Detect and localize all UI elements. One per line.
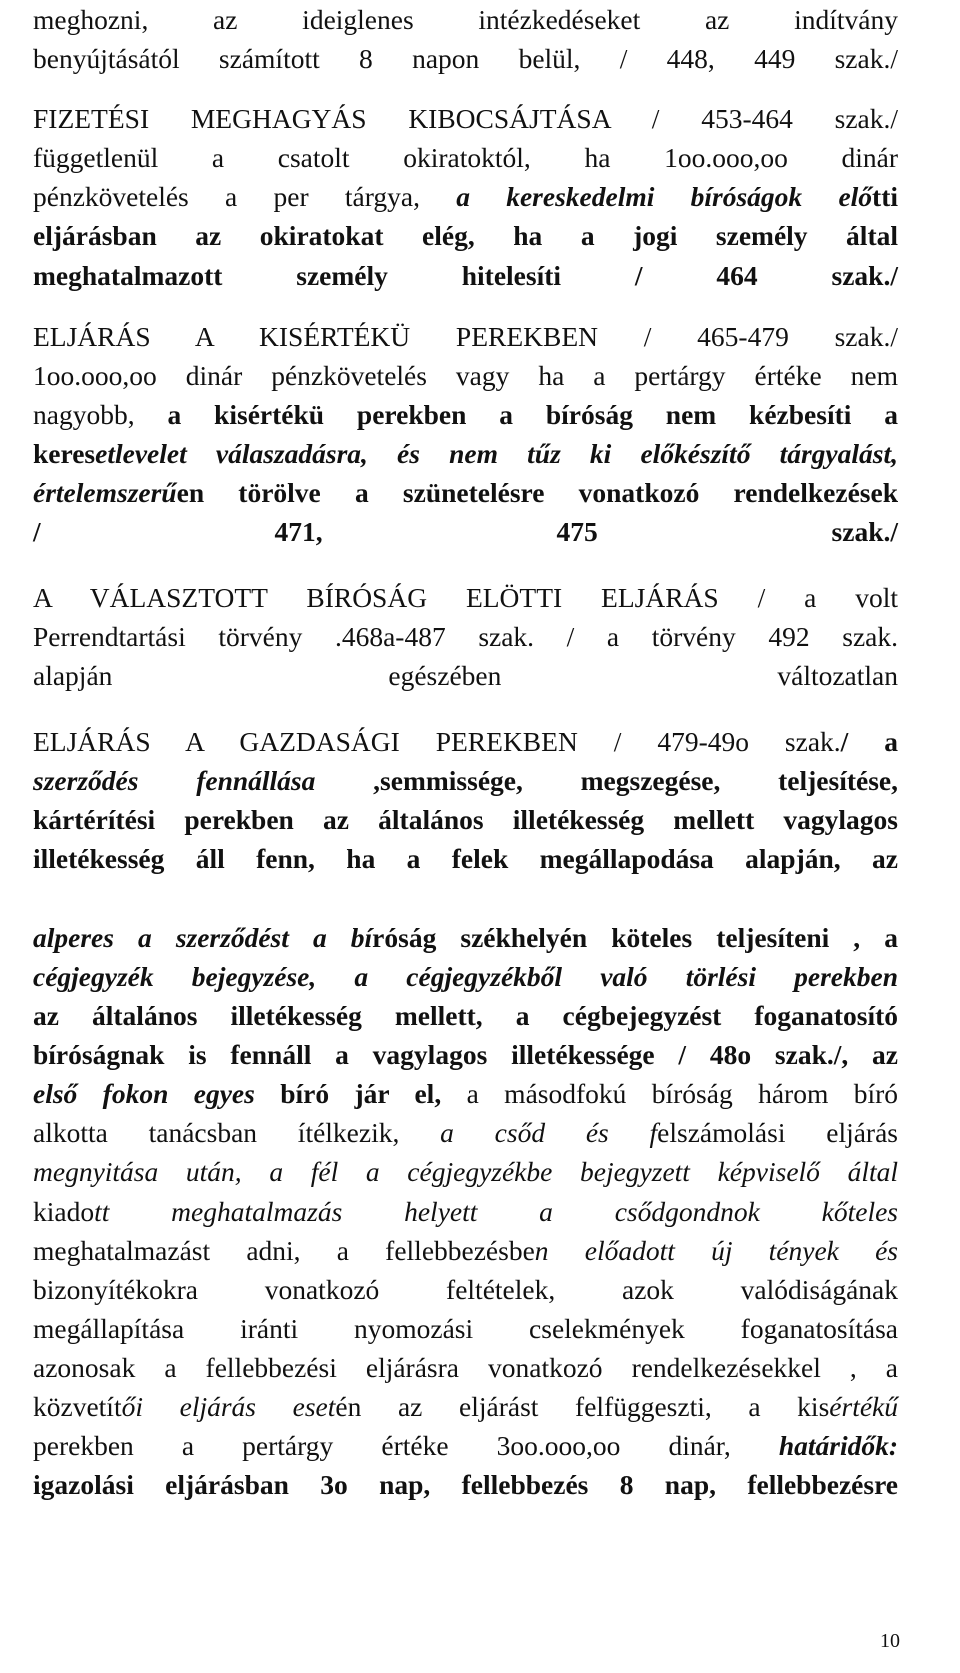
text-line: benyújtásától számított 8 napon belül, / 448, 449 szak./ [33, 43, 898, 75]
text-line [33, 473, 898, 512]
text-line [33, 1113, 898, 1152]
paragraph-commercial-disputes [33, 722, 898, 878]
text-line [33, 1074, 898, 1113]
text-run-italic: n előadott új tények és [534, 1234, 898, 1266]
text-run-bold: keres [33, 437, 96, 469]
section-heading-arbitration: A VÁLASZTOTT BÍRÓSÁG ELÖTTI ELJÁRÁS / a volt [33, 582, 898, 614]
text-run-bold: ,semmissége, megszegése, teljesítése, [373, 764, 898, 796]
text-line [33, 177, 898, 216]
section-heading-commercial-disputes [33, 722, 898, 761]
text-line [33, 395, 898, 434]
text-line [33, 434, 898, 473]
text-run: én az eljárást felfüggeszti, a kis [335, 1391, 830, 1422]
text-line [33, 1387, 898, 1426]
text-run-italic: tt meghatalmazás helyett a csődgondnok kőteles [94, 1195, 898, 1227]
text-run-italic: a csőd és f [440, 1117, 658, 1149]
text-run-bold: a kisértékü perekben a bíróság nem kézbesíti a [167, 398, 898, 430]
text-run: nagyobb, [33, 398, 135, 430]
paragraph-small-claims [33, 317, 898, 552]
text-line [33, 918, 898, 957]
text-run-bold-italic: a kereskedelmi bíróságok elő [456, 181, 873, 213]
text-run-italic: értékű [829, 1391, 898, 1422]
text-run: meghatalmazást adni, a fellebbezésbe [33, 1234, 535, 1266]
text-run-bold: róság székhelyén köteles teljesíteni , a [372, 921, 898, 953]
paragraph-payment-order [33, 99, 898, 294]
text-line: igazolási eljárásban 3o nap, fellebbezés 8 nap, fellebbezésre [33, 1469, 898, 1501]
text-run: perekben a pertárgy értéke 3oo.ooo,oo dinár, [33, 1430, 731, 1462]
text-run: alkotta tanácsban ítélkezik, [33, 1117, 400, 1149]
text-run-bold-italic: szerződés fennállása [33, 764, 316, 796]
text-run-bold-italic: alperes a szerződést a bí [33, 921, 373, 953]
text-line: Perrendtartási törvény .468a-487 szak. / a törvény 492 szak. [33, 621, 898, 653]
text-line [33, 1231, 898, 1270]
text-run-bold-italic: első fokon egyes [33, 1078, 255, 1110]
text-line: megnyitása után, a fél a cégjegyzékbe bejegyzett képviselő által [33, 1156, 898, 1188]
text-run-bold: tti [872, 181, 899, 213]
text-line: az általános illetékesség mellett, a cégbejegyzést foganatosító [33, 1000, 898, 1032]
text-run-bold: / a [840, 725, 899, 757]
text-run: kiado [33, 1195, 95, 1227]
text-line [33, 1426, 898, 1465]
text-line: függetlenül a csatolt okiratoktól, ha 1oo.ooo,oo dinár [33, 142, 898, 174]
paragraph-arbitration [33, 578, 898, 695]
text-line [33, 761, 898, 800]
text-line: kártérítési perekben az általános illetékesség mellett vagylagos [33, 803, 898, 835]
text-line: bizonyítékokra vonatkozó feltételek, azok valódiságának [33, 1273, 898, 1305]
text-run: pénzkövetelés a per tárgya, [33, 181, 420, 213]
text-line: meghatalmazott személy hitelesíti / 464 szak./ [33, 259, 898, 291]
text-run-bold-italic: határidők: [778, 1430, 899, 1462]
text-run-bold: bíró jár el, [280, 1078, 442, 1110]
text-run: közvetít [33, 1391, 122, 1422]
text-line: azonosak a fellebbezési eljárásra vonatkozó rendelkezésekkel , a [33, 1351, 898, 1383]
text-run: a másodfokú bíróság három bíró [466, 1078, 899, 1110]
text-run-italic: ői eljárás eset [121, 1391, 336, 1422]
paragraph-jurisdiction-and-deadlines [33, 918, 898, 1504]
text-line: cégjegyzék bejegyzése, a cégjegyzékből való törlési perekben [33, 960, 898, 992]
text-run: ELJÁRÁS A GAZDASÁGI PEREKBEN / 479-49o szak. [33, 725, 841, 757]
text-line: alapján egészében változatlan [33, 660, 898, 692]
section-heading-small-claims: ELJÁRÁS A KISÉRTÉKÜ PEREKBEN / 465-479 szak./ [33, 320, 898, 352]
text-run-bold-italic: értelemszerű [33, 477, 177, 509]
text-run-bold: en törölve a szünetelésre vonatkozó rendelkezések [176, 477, 898, 509]
section-heading-payment-order: FIZETÉSI MEGHAGYÁS KIBOCSÁJTÁSA / 453-464 szak./ [33, 103, 898, 135]
text-line: 1oo.ooo,oo dinár pénzkövetelés vagy ha a pertárgy értéke nem [33, 359, 898, 391]
text-line: megállapítása iránti nyomozási cselekmények foganatosítása [33, 1312, 898, 1344]
text-run-bold-italic: etlevelet válaszadásra, és nem tűz ki előkészítő tárgyalást, [95, 437, 898, 469]
text-line: meghozni, az ideiglenes intézkedéseket az indítvány [33, 4, 898, 35]
paragraph-interim-measures [33, 0, 898, 78]
text-run: elszámolási eljárás [657, 1117, 898, 1149]
text-line: bíróságnak is fennáll a vagylagos illetékessége / 48o szak./, az [33, 1039, 898, 1071]
page-number: 10 [880, 1630, 900, 1652]
text-line [33, 1192, 898, 1231]
text-line: / 471, 475 szak./ [33, 516, 898, 548]
text-line: illetékesség áll fenn, ha a felek megállapodása alapján, az [33, 842, 898, 874]
text-line: eljárásban az okiratokat elég, ha a jogi személy által [33, 220, 898, 252]
